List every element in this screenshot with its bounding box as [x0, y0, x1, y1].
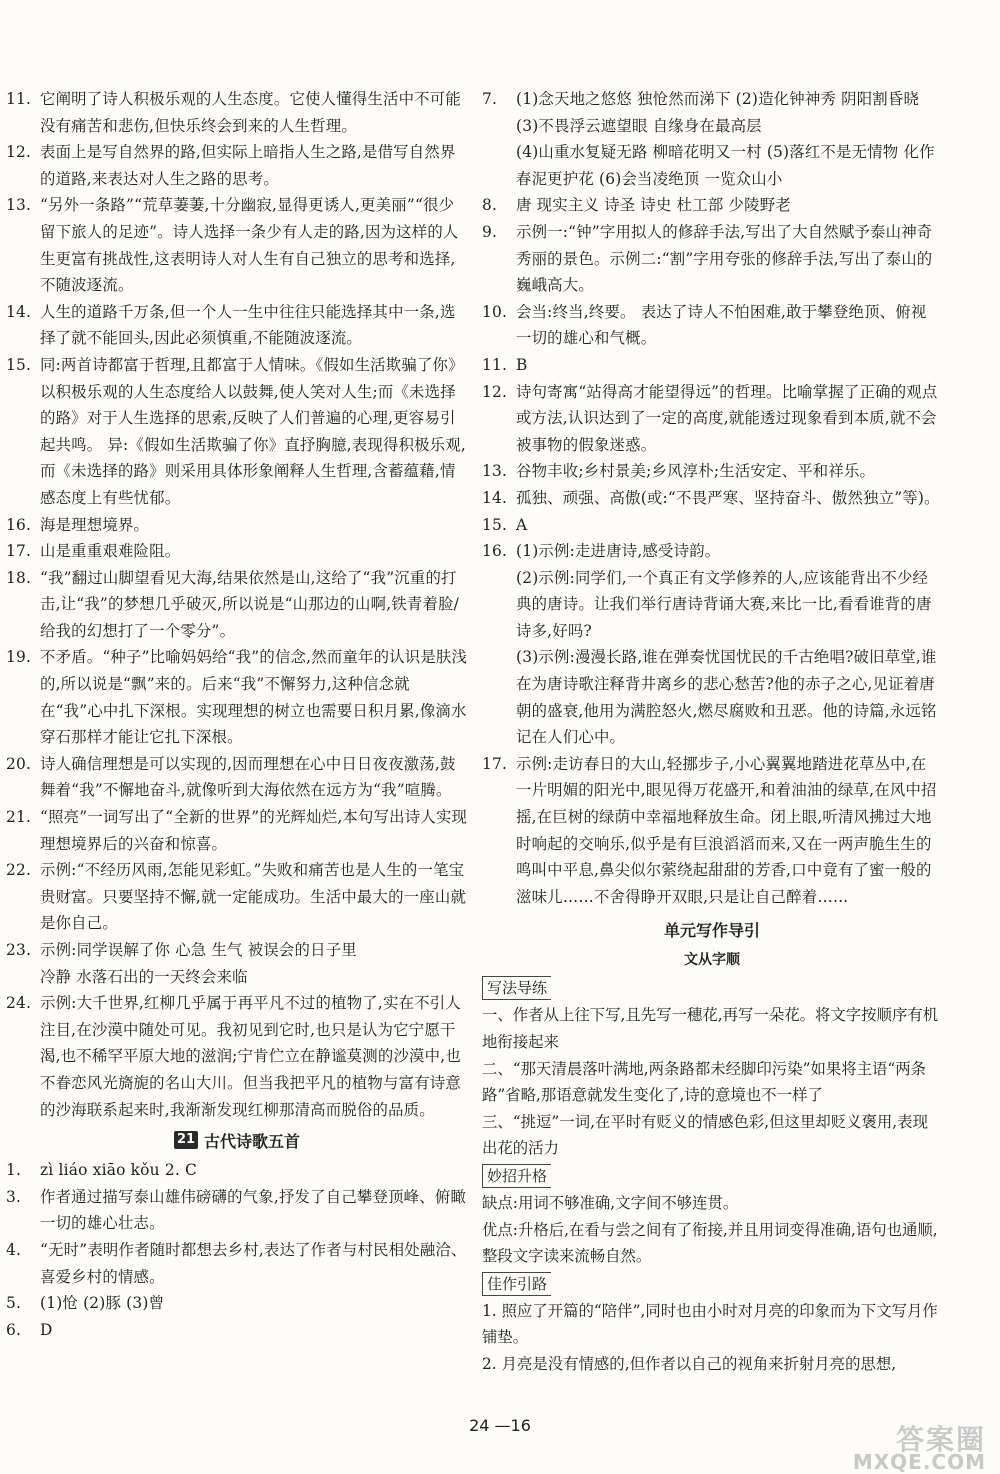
answer-item	[482, 139, 942, 192]
answer-text: 唐 现实主义 诗圣 诗史 杜工部 少陵野老	[516, 196, 791, 215]
block-line: 1. 照应了开篇的“陪伴”,同时也由小时对月亮的印象而为下文写月作铺垫。	[482, 1301, 938, 1347]
answer-text: D	[40, 1320, 53, 1339]
block-line: 2. 月亮是没有情感的,但作者以自己的视角来折射月亮的思想,	[482, 1354, 897, 1373]
lesson-badge: 21	[174, 1131, 198, 1149]
page-number: 24 —16	[469, 1416, 531, 1435]
answer-item	[482, 485, 942, 512]
answer-item	[482, 86, 942, 139]
answer-text: (2)示例:同学们,一个真正有文学修养的人,应该能背出不少经典的唐诗。让我们举行唐诗背诵大赛,来比一比,看看谁背的唐诗多,好吗?	[516, 568, 932, 640]
answer-item	[482, 219, 942, 299]
answer-number: 12.	[482, 382, 508, 401]
answer-text: 作者通过描写泰山雄伟磅礴的气象,抒发了自己攀登顶峰、俯瞰一切的雄心壮志。	[40, 1187, 467, 1233]
answer-number: 6.	[6, 1320, 22, 1339]
answer-item	[482, 512, 942, 539]
answer-text: 山是重重艰难险阻。	[40, 542, 181, 561]
answer-number: 5.	[6, 1294, 22, 1313]
answer-number	[482, 644, 516, 750]
answer-item	[6, 86, 468, 139]
answer-number: 16.	[482, 542, 508, 561]
answer-item	[6, 1237, 468, 1290]
answer-item	[6, 1157, 468, 1184]
answer-text: 示例:走访春日的大山,轻挪步子,小心翼翼地踏进花草丛中,在一片明媚的阳光中,眼见得万花盛开,和着油油的绿草,在风中招摇,在巨树的绿荫中幸福地释放生命。闭上眼,听清风拂过大地时响起的交响乐,似乎是有巨浪滔滔而来,又在一两声脆生生的鸣叫中平息,鼻尖似尔萦绕起甜甜的芳香,口中竟有了蜜一般的滋味儿……不舍得睁开双眼,只是让自己醉着……	[516, 754, 937, 906]
answer-item	[6, 990, 468, 1123]
answer-number: 22.	[6, 861, 32, 880]
answer-item	[6, 804, 468, 857]
answer-text: zì liáo xiāo kǒu 2. C	[40, 1161, 197, 1180]
block-label: 写法导练	[482, 976, 551, 1000]
answer-number	[6, 964, 40, 991]
answer-number: 15.	[482, 515, 508, 534]
answer-text: “我”翻过山脚望看见大海,结果依然是山,这给了“我”沉重的打击,让“我”的梦想几乎破灭,所以说是“山那边的山啊,铁青着脸/给我的幻想打了一个零分”。	[40, 568, 460, 640]
answer-number: 19.	[6, 648, 32, 667]
answer-number: 17.	[6, 542, 32, 561]
answer-text: (1)念天地之悠悠 独怆然而涕下 (2)造化钟神秀 阴阳割昏晓 (3)不畏浮云遮望眼 自缘身在最高层	[516, 90, 920, 135]
right-answer-list	[482, 86, 942, 910]
answer-number: 17.	[482, 754, 508, 773]
answer-text: (1)示例:走进唐诗,感受诗韵。	[516, 542, 721, 561]
answer-item	[6, 352, 468, 512]
answer-number: 9.	[482, 222, 498, 241]
answer-item	[6, 1184, 468, 1237]
block-line: 一、作者从上往下写,且先写一穗花,再写一朵花。将文字按顺序有机地衔接起来	[482, 1006, 939, 1051]
answer-item	[6, 937, 468, 964]
answer-number: 7.	[482, 90, 498, 108]
answer-text: 同:两首诗都富于哲理,且都富于人情味。《假如生活欺骗了你》以积极乐观的人生态度给人以鼓舞,使人笑对人生;而《未选择的路》对于人生选择的思索,反映了人们普遍的心理,更容易引起共鸣。 异:《假如生活欺骗了你》直抒胸臆,表现得积极乐观,而《未选择的路》则采用具体形象阐释人生哲理,含蓄蕴藉,情感态度上有些忧郁。	[40, 355, 467, 507]
answer-number: 15.	[6, 355, 32, 374]
answer-text: 诗人确信理想是可以实现的,因而理想在心中日日夜夜激荡,鼓舞着“我”不懈地奋斗,就像听到大海依然在远方为“我”喧腾。	[40, 754, 456, 800]
answer-text: “另外一条路”“荒草萋萋,十分幽寂,显得更诱人,更美丽”“很少留下旅人的足迹”。诗人选择一条少有人走的路,因为这样的人生更富有挑战性,这表明诗人对人生有自己独立的思考和选择,不随波逐流。	[40, 196, 459, 295]
block-line: 优点:升格后,在看与尝之间有了衔接,并且用词变得准确,语句也通顺,整段文字读来流畅自然。	[482, 1220, 938, 1266]
answer-text: 示例一:“钟”字用拟人的修辞手法,写出了大自然赋予泰山神奇秀丽的景色。示例二:“割”字用夸张的修辞手法,写出了泰山的巍峨高大。	[516, 222, 933, 295]
left-answer-list	[6, 86, 468, 1123]
answer-item	[6, 644, 468, 750]
answer-text: (3)示例:漫漫长路,谁在弹奏忧国忧民的千古绝唱?破旧草堂,谁在为唐诗歌注释背井离乡的悲心愁苦?他的赤子之心,见证着唐朝的盛衰,他用为满腔怒火,燃尽腐败和丑恶。他的诗篇,永远铭记在人们心中。	[516, 648, 937, 747]
answer-item	[482, 644, 942, 750]
answer-text: 冷静 水落石出的一天终会来临	[40, 967, 248, 986]
answer-item	[6, 751, 468, 804]
right-column	[482, 86, 942, 1378]
answer-number: 11.	[482, 355, 508, 374]
answer-item	[6, 857, 468, 937]
answer-item	[6, 512, 468, 539]
answer-number	[482, 139, 516, 192]
answer-number: 13.	[6, 196, 32, 215]
answer-number: 1.	[6, 1161, 22, 1180]
answer-text: B	[516, 355, 528, 374]
answer-item	[482, 192, 942, 219]
answer-text: (4)山重水复疑无路 柳暗花明又一村 (5)落红不是无情物 化作春泥更护花 (6)会当凌绝顶 一览众山小	[516, 143, 935, 188]
section-subtitle: 文从字顺	[684, 952, 740, 969]
answer-number: 23.	[6, 941, 32, 959]
lesson-answer-list	[6, 1157, 468, 1343]
answer-text: 示例:“不经历风雨,怎能见彩虹。”失败和痛苦也是人生的一笔宝贵财富。只要坚持不懈,就一定能成功。生活中最大的一座山就是你自己。	[40, 861, 467, 933]
answer-text: 它阐明了诗人积极乐观的人生态度。它使人懂得生活中不可能没有痛苦和悲伤,但快乐终会到来的人生哲理。	[40, 90, 461, 135]
answer-number: 16.	[6, 515, 32, 534]
answer-number: 10.	[482, 302, 508, 321]
answer-number: 11.	[6, 90, 32, 108]
lesson-title: 古代诗歌五首	[204, 1131, 301, 1151]
answer-number: 14.	[6, 302, 32, 321]
answer-number: 24.	[6, 994, 32, 1013]
answer-item	[6, 139, 468, 192]
answer-text: “照亮”一词写出了“全新的世界”的光辉灿烂,本句写出诗人实现理想境界后的兴奋和惊喜。	[40, 808, 468, 853]
answer-text: 海是理想境界。	[40, 515, 150, 534]
answer-text: (1)怆 (2)豚 (3)曾	[40, 1294, 165, 1313]
answer-item	[482, 458, 942, 485]
answer-text: 会当:终当,终要。 表达了诗人不怕困难,敢于攀登绝顶、俯视一切的雄心和气概。	[516, 302, 927, 348]
answer-item	[482, 352, 942, 379]
answer-text: 孤独、顽强、高傲(或:“不畏严寒、坚持奋斗、傲然独立”等)。	[516, 488, 940, 507]
answer-number: 20.	[6, 754, 32, 773]
block-label: 妙招升格	[482, 1164, 551, 1188]
answer-item	[6, 964, 468, 991]
answer-item	[6, 299, 468, 352]
block-line: 缺点:用词不够准确,文字间不够连贯。	[482, 1193, 739, 1212]
answer-number: 4.	[6, 1240, 22, 1259]
answer-text: 表面上是写自然界的路,但实际上暗指人生之路,是借写自然界的道路,来表达对人生之路的思考。	[40, 143, 456, 188]
answer-number: 18.	[6, 568, 32, 587]
block-line: 二、“那天清晨落叶满地,两条路都未经脚印污染”如果将主语“两条路”省略,那语意就发生变化了,诗的意境也不一样了	[482, 1059, 927, 1105]
answer-item	[482, 538, 942, 565]
answer-item	[6, 538, 468, 565]
answer-text: “无时”表明作者随时都想去乡村,表达了作者与村民相处融洽、喜爱乡村的情感。	[40, 1240, 467, 1286]
answer-number: 14.	[482, 488, 508, 507]
answer-text: 诗句寄寓“站得高才能望得远”的哲理。比喻掌握了正确的观点或方法,认识达到了一定的高度,就能透过现象看到本质,就不会被事物的假象迷惑。	[516, 382, 938, 454]
answer-text: 示例:大千世界,红柳几乎属于再平凡不过的植物了,实在不引人注目,在沙漠中随处可见。我初见到它时,也只是认为它宁愿干渴,也不稀罕平原大地的滋润;宁肯伫立在静谧莫测的沙漠中,也不眷恋风光旖旎的名山大川。但当我把平凡的植物与富有诗意的沙海联系起来时,我渐渐发现红柳那清高而脱俗的品质。	[40, 994, 461, 1119]
watermark-logo: 答案圈 MXQE.COM	[852, 1423, 986, 1474]
answer-item	[6, 1290, 468, 1317]
answer-item	[482, 379, 942, 459]
answer-text: 人生的道路千万条,但一个人一生中往往只能选择其中一条,选择了就不能回头,因此必须慎重,不能随波逐流。	[40, 302, 456, 348]
answer-number: 3.	[6, 1187, 22, 1206]
answer-item	[6, 192, 468, 298]
answer-item	[482, 299, 942, 352]
answer-text: 谷物丰收;乡村景美;乡风淳朴;生活安定、平和祥乐。	[516, 462, 876, 481]
answer-number: 12.	[6, 143, 32, 162]
block-line: 三、“挑逗”一词,在平时有贬义的情感色彩,但这里却贬义褒用,表现出花的活力	[482, 1112, 928, 1158]
left-column	[6, 86, 468, 1343]
answer-text: A	[516, 515, 528, 534]
answer-item	[482, 751, 942, 911]
writing-guide-blocks	[482, 974, 942, 1377]
answer-number: 21.	[6, 808, 32, 827]
answer-item	[482, 565, 942, 645]
answer-item	[6, 1317, 468, 1344]
answer-item	[6, 565, 468, 645]
section-title: 单元写作导引	[663, 921, 760, 941]
block-label: 佳作引路	[482, 1272, 551, 1296]
answer-text: 示例:同学误解了你 心急 生气 被误会的日子里	[40, 941, 357, 959]
answer-number: 8.	[482, 196, 498, 215]
lesson-heading	[6, 1123, 468, 1157]
answer-text: 不矛盾。“种子”比喻妈妈给“我”的信念,然而童年的认识是肤浅的,所以说是“飘”来的。后来“我”不懈努力,这种信念就在“我”心中扎下深根。实现理想的树立也需要日积月累,像滴水穿石那样才能让它扎下深根。	[40, 648, 468, 747]
answer-number: 13.	[482, 462, 508, 481]
answer-number	[482, 565, 516, 645]
